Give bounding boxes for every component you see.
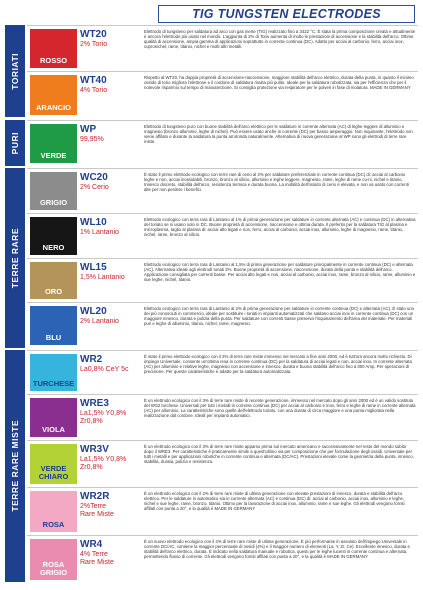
- color-swatch: [30, 29, 77, 68]
- color-label: ROSSO: [39, 56, 68, 65]
- electrode-code-block: [80, 491, 140, 519]
- electrode-row-wc20: [27, 168, 418, 213]
- electrode-spec: 4% Torio: [80, 87, 108, 94]
- electrode-row-wt20: [27, 25, 418, 71]
- page-title: [158, 5, 415, 23]
- description-text: È stato il primo elettrodo ecologico con terre rare di cerio al 2% per saldature preferenziale in corrente continua (DC) di: acciai al carbonio leghe e non, acciai inossidabili, bronzo, bronzo al silicio, alluminio e leghe leggere, magnesio, rame, leghe di rame cu-ni, nichel e titanio. Innesco discreto, stabilità dell'arco, resistenza termica e durata buona. La mobilità dell'ossido di cerio è elevata, e non va usato con correnti alte per non perdere i benefici.: [144, 172, 409, 193]
- electrode-row-wr2r: [27, 487, 418, 535]
- description-text: È stato il primo elettrodo ecologico con il 2% di terre rare miste immesso nel mercato a fine anni 2000, ed è tutt'ora ancora molto richiesto. Di impiego Universale, consente un'ottima resa in corrente continua (DC) per la saldatura di acciai legati e non, acciai inox. In corrente alternata (AC) per alluminio e relative leghe, magnesio con accensione e innesco, durata e buona stabilità dell'arco fino a 300 Amp. Per operazioni di precisione. Per queste caratteristiche è adatto per la saldatura automatizzata.: [144, 354, 412, 375]
- electrode-code-block: [80, 75, 140, 95]
- description-text: È un elettrodo ecologico con il 3% di terre rare miste apparso prima sul mercato americano e successivamente nel resto del mondo subito dopo il WRE3. Per caratteristiche è praticamente simile a quest'ultimo sia per composizione che per formulazione degli ossidi. Universale per tutti i metalli e per applicazioni robotiche in corrente continua e alternata (DC/AC). Prestazioni elevate come la geometria della punta, innesco, stabilità, durata, pulizia e resistenza.: [144, 444, 414, 465]
- electrode-code: WR4: [80, 539, 103, 550]
- color-label: ROSA GRIGIO: [39, 560, 68, 577]
- color-swatch: [30, 398, 77, 437]
- electrode-code-block: [80, 29, 140, 49]
- electrode-spec: 2% Lantanio: [80, 318, 119, 325]
- electrode-spec: 2%Terre Rare Miste: [80, 503, 114, 518]
- electrode-description: [144, 539, 416, 560]
- color-swatch: [30, 444, 77, 484]
- electrode-code-block: [80, 398, 140, 426]
- description-text: Elettrodo di tungsteno per saldatura ad arco con gas inerte (TIG) realizzato fino a 3422 °C. È stata la prima composizione creata e attualmente è ancora l'elettrodo più usato nel mondo. L'aggiunta di 2% di Torio aumenta di molto le prestazioni di accensione e la stabilità dell'arco. Ottime qualità di accensione, ampia gamma di applicazioni soprattutto in corrente continua (DC). Adatto per acciai al carbonio, ferro, acciai inox, cupronichel, rame, titanio, nichel e molti altri metalli.: [144, 29, 416, 50]
- electrode-code-block: [80, 539, 140, 567]
- electrode-description: [144, 217, 416, 238]
- page-title-text: TIG TUNGSTEN ELECTRODES: [192, 7, 381, 21]
- electrode-code-block: [80, 306, 140, 326]
- group-label: TORIATI: [10, 52, 20, 90]
- electrode-description: [144, 354, 416, 375]
- group-label: TERRE RARE: [10, 227, 20, 289]
- color-swatch: [30, 306, 77, 345]
- electrode-description: [144, 124, 416, 145]
- color-swatch: [30, 262, 77, 299]
- color-label: TURCHESE: [32, 379, 75, 388]
- electrode-row-wre3: [27, 394, 418, 440]
- group-puri: [5, 120, 25, 166]
- electrode-description: [144, 172, 416, 193]
- color-label: ROSA: [42, 520, 65, 529]
- electrode-code: WR3V: [80, 444, 109, 455]
- electrode-code-block: [80, 124, 140, 144]
- electrode-code: WL15: [80, 262, 107, 273]
- electrode-spec: La1,5% Y0,8% Zr0,8%: [80, 410, 127, 425]
- electrode-code: WL20: [80, 306, 107, 317]
- description-text: Rispetto al WT20, ha doppia proprietà di accensione-riaccensione, maggiore stabilità dell'arco elettrico, durata della punta, in quanto il minimo ossido di torio migliora l'elettrone e il cordone di saldatura risulta più pulito. Ideale per la saldatura robotizzata, sia per l'efficienza che per il notevole risparmio sul tempo di manutenzione. Si consiglia protezione via respiratore per le polveri in fase di molatura. MADE IN GERMANY: [144, 75, 414, 91]
- electrode-code-block: [80, 172, 140, 192]
- electrode-code: WR2: [80, 354, 103, 365]
- electrode-description: [144, 398, 416, 419]
- color-swatch: [30, 539, 77, 580]
- electrode-row-wl15: [27, 258, 418, 302]
- electrode-description: [144, 444, 416, 465]
- color-swatch: [30, 491, 77, 532]
- electrode-row-wr4: [27, 535, 418, 583]
- electrode-spec: 4% Terre Rare Miste: [80, 551, 114, 566]
- group-terre-rare-miste: [5, 350, 25, 582]
- electrode-spec: 1% Lantanio: [80, 229, 119, 236]
- electrode-row-wl10: [27, 213, 418, 258]
- color-label: VERDE CHIARO: [38, 464, 69, 481]
- electrode-description: [144, 75, 416, 91]
- electrode-code: WRE3: [80, 398, 109, 409]
- electrode-code: WC20: [80, 172, 108, 183]
- group-label: PURI: [10, 131, 20, 155]
- group-label: TERRE RARE MISTE: [10, 420, 20, 512]
- electrode-row-wr2: [27, 350, 418, 394]
- electrode-description: [144, 491, 416, 512]
- electrode-spec: La1,5% Y0,8% Zr0,8%: [80, 456, 127, 471]
- electrode-description: [144, 29, 416, 50]
- color-label: VERDE: [40, 151, 67, 160]
- electrode-row-wp: [27, 120, 418, 166]
- electrode-description: [144, 306, 416, 327]
- color-swatch: [30, 172, 77, 210]
- electrode-code: WL10: [80, 217, 107, 228]
- electrode-code-block: [80, 354, 140, 374]
- group-toriati: [5, 25, 25, 117]
- electrode-code: WT40: [80, 75, 107, 86]
- description-text: Elettrodo di tungsteno puro con buone stabilità dell'arco elettrico per le saldature in corrente alternata (AC) di leghe leggere di alluminio e magnesio (bronzo alluminio, leghe di nichel). Può essere usato anche in corrente (DC) per basso amperaggio. Non inquinante, l'elettrodo non viene affilato e durante la saldatura la punta arrotonda naturalmente. Alternativa di nuova generazione al WP sono gli elettrodi di terre rare miste.: [144, 124, 413, 145]
- electrode-code: WT20: [80, 29, 107, 40]
- group-terre-rare: [5, 168, 25, 348]
- description-text: Elettrodo ecologico con terra rara di Lantanio al 2% di prima generazione per saldature in corrente continua (DC) e alternata (AC). È stato uno dei più conosciuti in commercio, ideale per sostituire i toriati in impianti automatizzati che saldano acciai inox in corrente continua (DC) con un maggiore innesco, durata e pulizia della punta. Per saldature con correnti basse preserva l'inquinamento dell'area del materiale. Per materiali puri e leghe di alluminio, titanio, nichel, rame, magnesio.: [144, 306, 415, 327]
- electrode-code: WR2R: [80, 491, 110, 502]
- electrode-spec: 2% Torio: [80, 41, 108, 48]
- color-label: GRIGIO: [39, 198, 68, 207]
- electrode-spec: La0,8% CeY 5c: [80, 366, 129, 373]
- description-text: Elettrodo ecologico con terra rara di Lantanio al 1% di prima generazione per saldature in corrente alternata (AC) e continua (DC) in alternativa del toriato se si usano solo in DC. Buone proprietà di accensione, riaccensione e ottima durata. Il preferito per la saldatura TIG al plasma e microplasma, taglio al plasma di: acciai alto legati e non, ferro, acciai al carbonio, acciai inox, alluminio, leghe di magnesio, rame, titanio, nichel, rame, bronzo al silicio.: [144, 217, 416, 238]
- description-text: È un elettrodo ecologico con il 3% di terre rare miste di recente generazione, immesso nel mercato dopo gli anni 2000 ed è un valido sostituto del WS2 turchese. Universali per tutti i metalli in corrente continua (DC) per acciai al carbonio e inox, ferro e leghe di rame in corrente alternata (AC) per alluminio. La caratteristiche sono quelle dell'elettrodo toriato, con una durata di circa maggiore e una punta migliorata nella realizzazione dal cordone. Ideali per impianti automatici.: [144, 398, 416, 419]
- electrode-row-wt40: [27, 71, 418, 118]
- color-swatch: [30, 75, 77, 115]
- electrode-code-block: [80, 262, 140, 282]
- electrode-code-block: [80, 444, 140, 472]
- electrode-spec: 2% Cerio: [80, 184, 109, 191]
- color-label: ORO: [44, 287, 63, 296]
- electrode-row-wl20: [27, 302, 418, 348]
- color-label: VIOLA: [42, 425, 65, 434]
- electrode-spec: 1,5% Lantanio: [80, 274, 125, 281]
- electrode-code-block: [80, 217, 140, 237]
- description-text: Elettrodo ecologico con terra rara di Lantanio al 1,5% di prima generazione per saldature principalmente in corrente continua (DC) e alternata (AC). Alternativa ideale agli elettrodi toriati 2%. Buone proprietà di accensione, riaccensione, durata della punta e stabilità dell'arco. Applicazione consigliata per correnti basse. Per acciai alto legati e non, acciai al carbonio, acciai inox, rame, bronzo al silicio, rame, alluminio e sue leghe, nichel, titanio.: [144, 262, 416, 283]
- color-label: ARANCIO: [36, 103, 71, 112]
- color-swatch: [30, 217, 77, 255]
- electrode-spec: 99,95%: [80, 136, 104, 143]
- color-swatch: [30, 124, 77, 163]
- electrode-code: WP: [80, 124, 97, 135]
- description-text: È un nuovo elettrodo ecologico con il 4% di terre rare miste di ultima generazione. È più performante in assoluto dell'impiego Universale in corrente DC/AC, contiene la maggior percentuale di ossidi (4%) e il maggior numero di elementi (La, Y, Zr, Ce). Eccellente innesco, durata e stabilità dell'arco elettrico, durata. È indicato nella saldatura manuale e robotica, questi per le leghe lucenti in corrente continua e alternata, permettendo flusso di corrente. Gli elettrodi vengono forniti affilati con punta a 20°, e la qualità è MADE IN GERMANY: [144, 539, 410, 560]
- color-label: NERO: [42, 243, 65, 252]
- electrode-description: [144, 262, 416, 283]
- description-text: È un elettrodo ecologico con il 2% di terre rare miste di ultima generazione con elevate prestazioni di innesco, durata e stabilità dell'arco elettrico. Per le saldature in automatico sia in corrente alternata (AC) e continua (DC) di: acciai al carbonio, acciai inox, alluminio e leghe, nichel e sue leghe, rame, bronzo, titanio. Ottimo per la lavorazione di acciai inox, alluminio, rame e sue leghe. Gli elettrodi vengono forniti affilati con punta a 20°, e la qualità è MADE IN GERMANY: [144, 491, 405, 512]
- color-swatch: [30, 354, 77, 391]
- color-label: BLU: [45, 333, 62, 342]
- electrode-row-wr3v: [27, 440, 418, 487]
